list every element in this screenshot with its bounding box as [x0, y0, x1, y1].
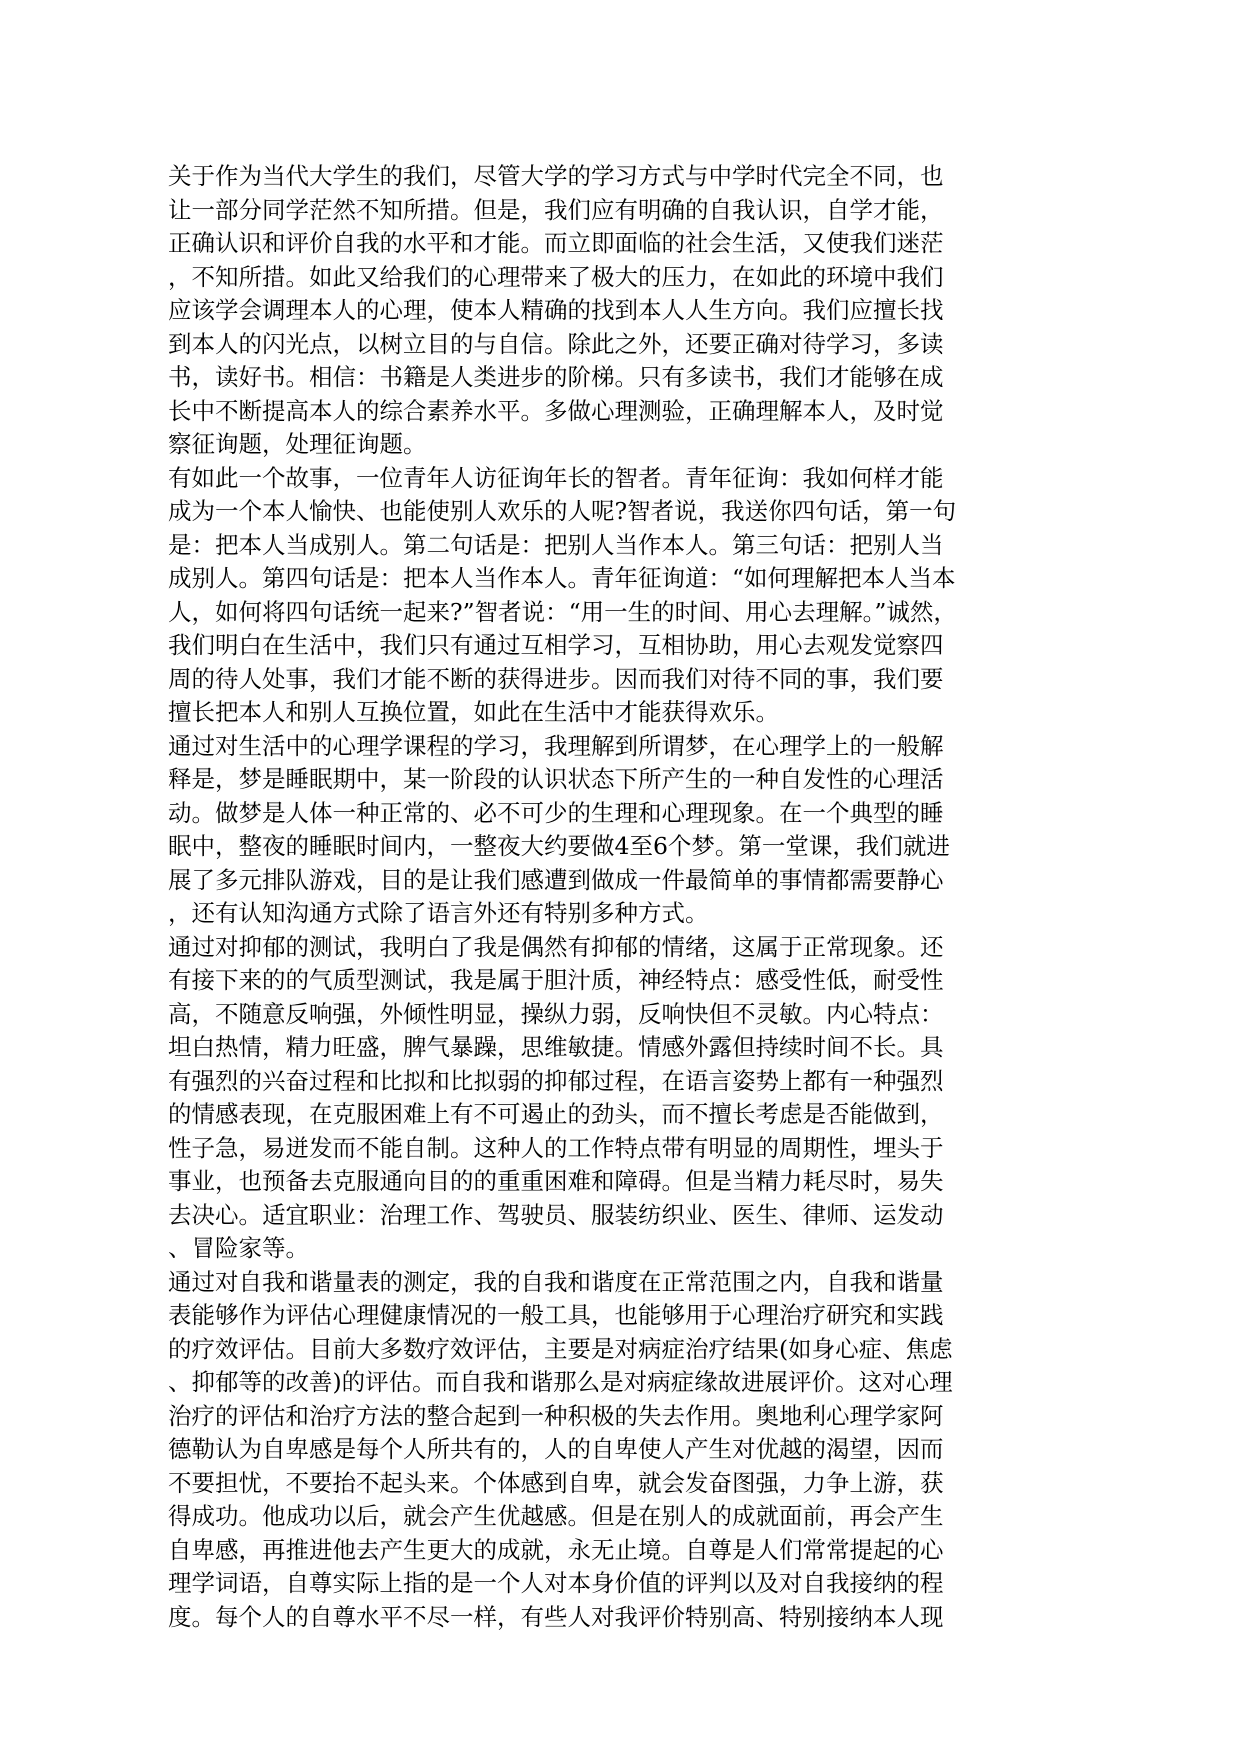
text-line: 关于作为当代大学生的我们，尽管大学的学习方式与中学时代完全不同，也 [168, 162, 944, 190]
text-line: 动。做梦是人体一种正常的、必不可少的生理和心理现象。在一个典型的睡 [168, 798, 944, 827]
text-line: 通过对生活中的心理学课程的学习，我理解到所谓梦，在心理学上的一般解 [168, 731, 944, 760]
text-line: 人，如何将四句话统一起来?”智者说：“用一生的时间、用心去理解。”诚然， [168, 597, 957, 626]
text-line: 的疗效评估。目前大多数疗效评估，主要是对病症治疗结果(如身心症、焦虑 [168, 1334, 953, 1363]
text-line: 周的待人处事，我们才能不断的获得进步。因而我们对待不同的事，我们要 [168, 664, 944, 693]
text-line: 度。每个人的自尊水平不尽一样，有些人对我评价特别高、特别接纳本人现 [168, 1602, 944, 1631]
text-line: 有强烈的兴奋过程和比拟和比拟弱的抑郁过程，在语言姿势上都有一种强烈 [168, 1066, 944, 1095]
text-line: 治疗的评估和治疗方法的整合起到一种积极的失去作用。奥地利心理学家阿 [168, 1401, 944, 1430]
text-line: 释是，梦是睡眠期中，某一阶段的认识状态下所产生的一种自发性的心理活 [168, 765, 944, 793]
text-line: 事业，也预备去克服通向目的的重重困难和障碍。但是当精力耗尽时，易失 [168, 1167, 944, 1195]
text-line: 书，读好书。相信：书籍是人类进步的阶梯。只有多读书，我们才能够在成 [168, 363, 944, 391]
text-line: 展了多元排队游戏，目的是让我们感遭到做成一件最简单的事情都需要静心 [168, 865, 944, 894]
text-line: 去决心。适宜职业：治理工作、驾驶员、服装纺织业、医生、律师、运发动 [168, 1200, 944, 1229]
text-line: 我们明白在生活中，我们只有通过互相学习，互相协助，用心去观发觉察四 [168, 631, 944, 659]
text-line: 理学词语，自尊实际上指的是一个人对本身价值的评判以及对自我接纳的程 [168, 1569, 944, 1597]
text-line: 表能够作为评估心理健康情况的一般工具，也能够用于心理治疗研究和实践 [168, 1301, 944, 1329]
text-line: 是：把本人当成别人。第二句话是：把别人当作本人。第三句话：把别人当 [168, 530, 944, 559]
text-line: 让一部分同学茫然不知所措。但是，我们应有明确的自我认识，自学才能， [168, 195, 944, 224]
text-line: 成为一个本人愉快、也能使别人欢乐的人呢?智者说，我送你四句话，第一句 [168, 497, 957, 525]
text-line: 通过对抑郁的测试，我明白了我是偶然有抑郁的情绪，这属于正常现象。还 [168, 932, 944, 961]
text-line: 正确认识和评价自我的水平和才能。而立即面临的社会生活，又使我们迷茫 [168, 229, 944, 257]
text-line: 自卑感，再推进他去产生更大的成就，永无止境。自尊是人们常常提起的心 [168, 1535, 944, 1564]
text-line: 、冒险家等。 [168, 1234, 309, 1262]
text-line: 坦白热情，精力旺盛，脾气暴躁，思维敏捷。情感外露但持续时间不长。具 [168, 1033, 944, 1061]
text-line: 不要担忧，不要抬不起头来。个体感到自卑，就会发奋图强，力争上游，获 [168, 1468, 944, 1497]
document-body-text [168, 160, 1048, 1634]
text-line: 通过对自我和谐量表的测定，我的自我和谐度在正常范围之内，自我和谐量 [168, 1267, 944, 1296]
text-line: 德勒认为自卑感是每个人所共有的，人的自卑使人产生对优越的渴望，因而 [168, 1435, 944, 1463]
text-line: 有接下来的的气质型测试，我是属于胆汁质，神经特点：感受性低，耐受性 [168, 966, 944, 994]
text-line: 高，不随意反响强，外倾性明显，操纵力弱，反响快但不灵敏。内心特点： [168, 999, 944, 1028]
text-line: ，不知所措。如此又给我们的心理带来了极大的压力，在如此的环境中我们 [168, 262, 944, 291]
text-line: 擅长把本人和别人互换位置，如此在生活中才能获得欢乐。 [168, 698, 779, 726]
text-line: 察征询题，处理征询题。 [168, 430, 427, 458]
text-line: 、抑郁等的改善)的评估。而自我和谐那么是对病症缘故进展评价。这对心理 [168, 1368, 953, 1396]
text-line: 眠中，整夜的睡眠时间内，一整夜大约要做4至6个梦。第一堂课，我们就进 [168, 832, 950, 860]
text-line: 到本人的闪光点，以树立目的与自信。除此之外，还要正确对待学习，多读 [168, 329, 944, 358]
text-line: 成别人。第四句话是：把本人当作本人。青年征询道：“如何理解把本人当本 [168, 564, 956, 592]
text-line: 应该学会调理本人的心理，使本人精确的找到本人人生方向。我们应擅长找 [168, 296, 944, 324]
text-line: 长中不断提高本人的综合素养水平。多做心理测验，正确理解本人，及时觉 [168, 396, 944, 425]
text-line: 有如此一个故事，一位青年人访征询年长的智者。青年征询：我如何样才能 [168, 463, 944, 492]
text-line: 的情感表现，在克服困难上有不可遏止的劲头，而不擅长考虑是否能做到， [168, 1100, 944, 1128]
text-line: ，还有认知沟通方式除了语言外还有特别多种方式。 [168, 899, 709, 927]
text-line: 得成功。他成功以后，就会产生优越感。但是在别人的成就面前，再会产生 [168, 1502, 944, 1530]
text-line: 性子急，易迸发而不能自制。这种人的工作特点带有明显的周期性，埋头于 [168, 1133, 944, 1162]
